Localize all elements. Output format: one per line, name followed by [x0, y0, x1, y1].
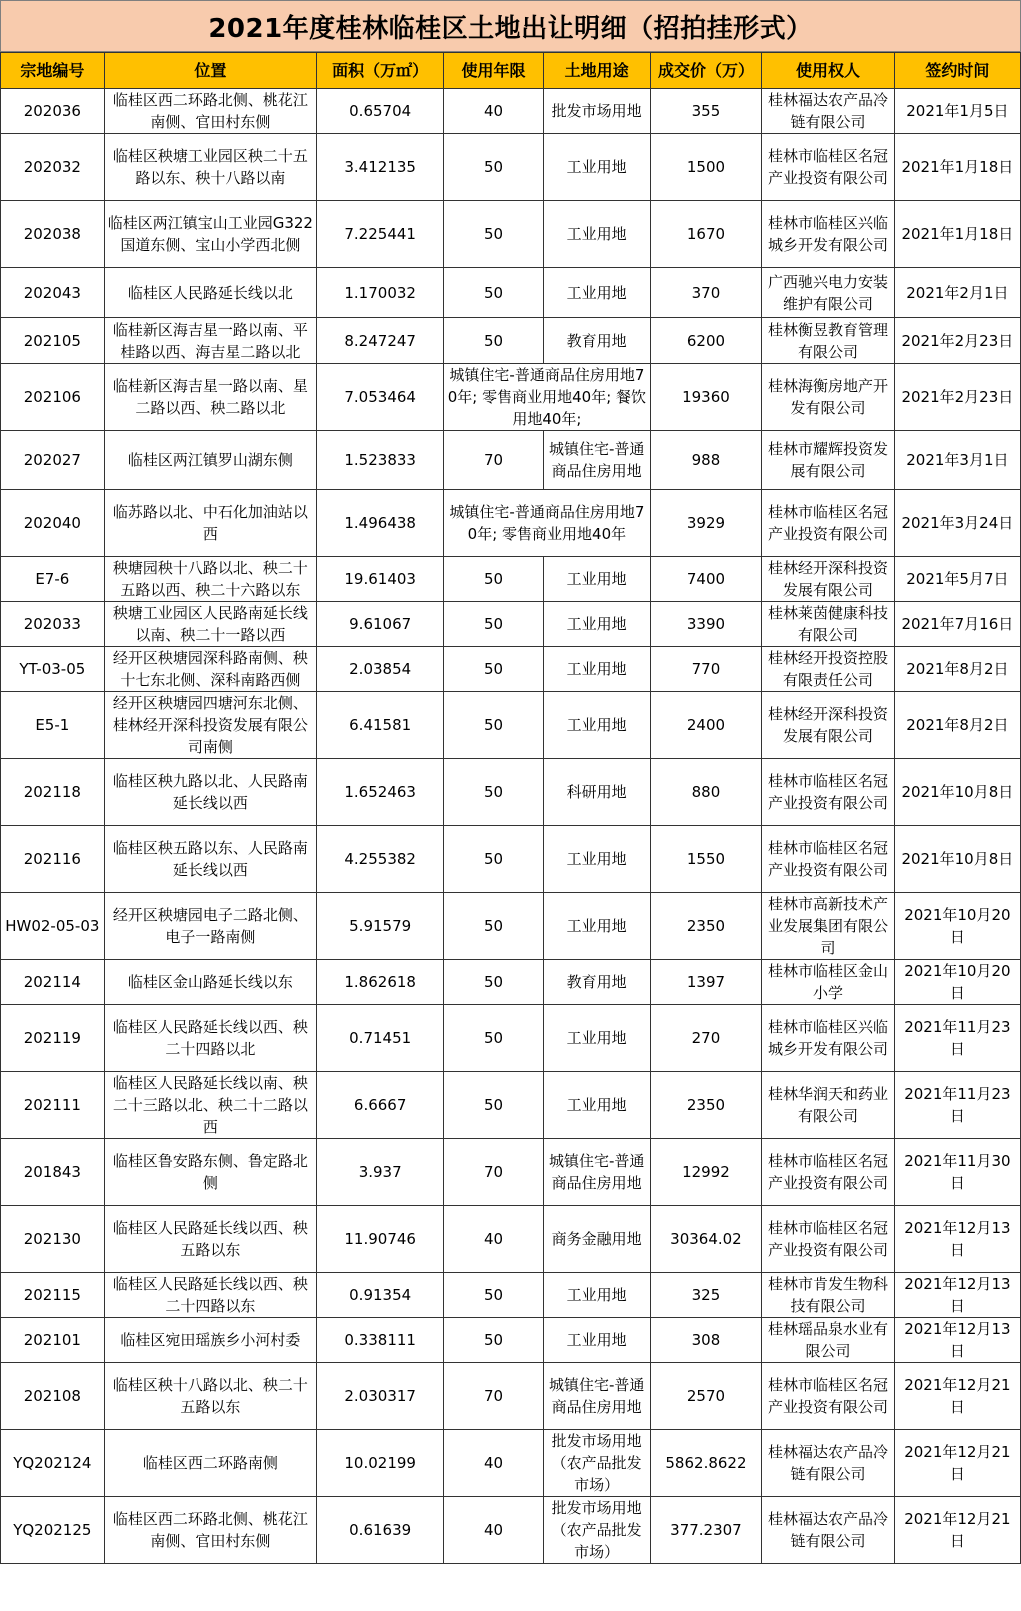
cell-id: 202040	[1, 490, 105, 557]
cell-use: 城镇住宅-普通商品住房用地70年; 零售商业用地40年; 餐饮用地40年;	[444, 364, 650, 431]
cell-years: 40	[444, 1497, 544, 1564]
cell-price: 1397	[650, 960, 762, 1005]
cell-location: 临桂区西二环路南侧	[104, 1430, 316, 1497]
cell-id: 202027	[1, 431, 105, 490]
cell-date: 2021年12月21日	[894, 1430, 1020, 1497]
cell-area: 1.862618	[317, 960, 444, 1005]
cell-area: 3.937	[317, 1139, 444, 1206]
cell-location: 经开区秧塘园四塘河东北侧、桂林经开深科投资发展有限公司南侧	[104, 692, 316, 759]
cell-location: 临桂区两江镇罗山湖东侧	[104, 431, 316, 490]
cell-location: 临桂区人民路延长线以南、秧二十三路以北、秧二十二路以西	[104, 1072, 316, 1139]
cell-date: 2021年12月13日	[894, 1318, 1020, 1363]
cell-location: 临桂区秧十八路以北、秧二十五路以东	[104, 1363, 316, 1430]
cell-price: 2350	[650, 1072, 762, 1139]
cell-date: 2021年2月1日	[894, 268, 1020, 318]
cell-use: 工业用地	[543, 602, 650, 647]
table-row	[1, 826, 1021, 893]
table-row	[1, 1430, 1021, 1497]
table-row	[1, 431, 1021, 490]
cell-owner: 桂林海衡房地产开发有限公司	[762, 364, 894, 431]
cell-id: 202036	[1, 89, 105, 134]
cell-id: 202116	[1, 826, 105, 893]
cell-price: 270	[650, 1005, 762, 1072]
table-row	[1, 364, 1021, 431]
cell-price: 2570	[650, 1363, 762, 1430]
cell-owner: 桂林莱茵健康科技有限公司	[762, 602, 894, 647]
cell-years: 50	[444, 1005, 544, 1072]
cell-owner: 桂林市临桂区名冠产业投资有限公司	[762, 1206, 894, 1273]
cell-price: 12992	[650, 1139, 762, 1206]
cell-use: 批发市场用地（农产品批发市场）	[543, 1497, 650, 1564]
cell-owner: 桂林经开深科投资发展有限公司	[762, 692, 894, 759]
cell-price: 5862.8622	[650, 1430, 762, 1497]
header-id: 宗地编号	[1, 53, 105, 89]
cell-id: YT-03-05	[1, 647, 105, 692]
cell-area: 2.03854	[317, 647, 444, 692]
cell-location: 临桂区鲁安路东侧、鲁定路北侧	[104, 1139, 316, 1206]
cell-years: 40	[444, 1206, 544, 1273]
cell-area: 4.255382	[317, 826, 444, 893]
cell-date: 2021年7月16日	[894, 602, 1020, 647]
header-price: 成交价（万）	[650, 53, 762, 89]
cell-owner: 桂林市临桂区兴临城乡开发有限公司	[762, 1005, 894, 1072]
table-row	[1, 1497, 1021, 1564]
cell-date: 2021年8月2日	[894, 647, 1020, 692]
cell-price: 2350	[650, 893, 762, 960]
cell-area: 0.65704	[317, 89, 444, 134]
cell-use: 工业用地	[543, 1273, 650, 1318]
cell-location: 秧塘工业园区人民路南延长线以南、秧二十一路以西	[104, 602, 316, 647]
cell-id: 202118	[1, 759, 105, 826]
table-row	[1, 490, 1021, 557]
cell-years: 40	[444, 89, 544, 134]
table-row	[1, 268, 1021, 318]
cell-location: 临桂区人民路延长线以北	[104, 268, 316, 318]
cell-owner: 桂林市临桂区兴临城乡开发有限公司	[762, 201, 894, 268]
cell-owner: 桂林市临桂区名冠产业投资有限公司	[762, 826, 894, 893]
cell-price: 1670	[650, 201, 762, 268]
cell-id: 202105	[1, 318, 105, 364]
cell-area: 0.71451	[317, 1005, 444, 1072]
cell-years: 40	[444, 1430, 544, 1497]
cell-price: 30364.02	[650, 1206, 762, 1273]
cell-owner: 桂林经开投资控股有限责任公司	[762, 647, 894, 692]
cell-use: 城镇住宅-普通商品住房用地	[543, 431, 650, 490]
cell-owner: 桂林经开深科投资发展有限公司	[762, 557, 894, 602]
cell-owner: 桂林市肯发生物科技有限公司	[762, 1273, 894, 1318]
table-row	[1, 89, 1021, 134]
cell-owner: 桂林瑶品泉水业有限公司	[762, 1318, 894, 1363]
cell-id: E5-1	[1, 692, 105, 759]
cell-use: 工业用地	[543, 557, 650, 602]
header-date: 签约时间	[894, 53, 1020, 89]
cell-area: 1.496438	[317, 490, 444, 557]
table-row	[1, 692, 1021, 759]
cell-area: 19.61403	[317, 557, 444, 602]
cell-price: 7400	[650, 557, 762, 602]
cell-date: 2021年11月30日	[894, 1139, 1020, 1206]
cell-years: 50	[444, 201, 544, 268]
cell-area: 2.030317	[317, 1363, 444, 1430]
table-row	[1, 1273, 1021, 1318]
cell-date: 2021年12月13日	[894, 1273, 1020, 1318]
cell-owner: 桂林福达农产品冷链有限公司	[762, 89, 894, 134]
cell-location: 临桂区人民路延长线以西、秧二十四路以北	[104, 1005, 316, 1072]
cell-years: 50	[444, 1273, 544, 1318]
cell-area: 0.338111	[317, 1318, 444, 1363]
cell-price: 355	[650, 89, 762, 134]
cell-area: 1.170032	[317, 268, 444, 318]
cell-date: 2021年11月23日	[894, 1072, 1020, 1139]
cell-owner: 桂林福达农产品冷链有限公司	[762, 1497, 894, 1564]
cell-area: 11.90746	[317, 1206, 444, 1273]
cell-years: 50	[444, 826, 544, 893]
cell-location: 秧塘园秧十八路以北、秧二十五路以西、秧二十六路以东	[104, 557, 316, 602]
cell-years: 70	[444, 1363, 544, 1430]
cell-owner: 桂林市临桂区金山小学	[762, 960, 894, 1005]
cell-date: 2021年1月18日	[894, 134, 1020, 201]
cell-location: 临桂新区海吉星一路以南、星二路以西、秧二路以北	[104, 364, 316, 431]
cell-years: 50	[444, 1072, 544, 1139]
cell-use: 工业用地	[543, 201, 650, 268]
table-row	[1, 1005, 1021, 1072]
cell-id: 202130	[1, 1206, 105, 1273]
table-row	[1, 647, 1021, 692]
table-row	[1, 318, 1021, 364]
table-row	[1, 1318, 1021, 1363]
cell-location: 临桂区宛田瑶族乡小河村委	[104, 1318, 316, 1363]
cell-area: 0.61639	[317, 1497, 444, 1564]
cell-use: 城镇住宅-普通商品住房用地	[543, 1363, 650, 1430]
cell-location: 临桂新区海吉星一路以南、平桂路以西、海吉星二路以北	[104, 318, 316, 364]
cell-use: 工业用地	[543, 647, 650, 692]
cell-date: 2021年2月23日	[894, 364, 1020, 431]
cell-area: 8.247247	[317, 318, 444, 364]
cell-id: YQ202124	[1, 1430, 105, 1497]
cell-price: 325	[650, 1273, 762, 1318]
cell-owner: 桂林市临桂区名冠产业投资有限公司	[762, 1363, 894, 1430]
cell-area: 7.053464	[317, 364, 444, 431]
cell-owner: 桂林市临桂区名冠产业投资有限公司	[762, 759, 894, 826]
cell-years: 50	[444, 557, 544, 602]
cell-id: 202114	[1, 960, 105, 1005]
cell-location: 临桂区人民路延长线以西、秧五路以东	[104, 1206, 316, 1273]
table-row	[1, 1363, 1021, 1430]
cell-id: 202032	[1, 134, 105, 201]
cell-date: 2021年1月18日	[894, 201, 1020, 268]
cell-use: 工业用地	[543, 893, 650, 960]
cell-location: 临桂区两江镇宝山工业园G322国道东侧、宝山小学西北侧	[104, 201, 316, 268]
cell-location: 临桂区西二环路北侧、桃花江南侧、官田村东侧	[104, 1497, 316, 1564]
cell-id: 202038	[1, 201, 105, 268]
land-transfer-table	[0, 52, 1021, 1564]
cell-use: 工业用地	[543, 268, 650, 318]
cell-date: 2021年8月2日	[894, 692, 1020, 759]
cell-location: 经开区秧塘园深科路南侧、秧十七东北侧、深科南路西侧	[104, 647, 316, 692]
cell-owner: 广西驰兴电力安装维护有限公司	[762, 268, 894, 318]
cell-area: 7.225441	[317, 201, 444, 268]
header-use: 土地用途	[543, 53, 650, 89]
cell-area: 9.61067	[317, 602, 444, 647]
cell-years: 50	[444, 602, 544, 647]
cell-use: 工业用地	[543, 1005, 650, 1072]
cell-location: 临桂区秧五路以东、人民路南延长线以西	[104, 826, 316, 893]
header-area: 面积（万㎡）	[317, 53, 444, 89]
header-location: 位置	[104, 53, 316, 89]
cell-date: 2021年1月5日	[894, 89, 1020, 134]
cell-use: 城镇住宅-普通商品住房用地	[543, 1139, 650, 1206]
table-row	[1, 1206, 1021, 1273]
cell-price: 1500	[650, 134, 762, 201]
cell-id: YQ202125	[1, 1497, 105, 1564]
cell-id: 202101	[1, 1318, 105, 1363]
cell-owner: 桂林市耀辉投资发展有限公司	[762, 431, 894, 490]
cell-owner: 桂林市临桂区名冠产业投资有限公司	[762, 1139, 894, 1206]
cell-id: 202115	[1, 1273, 105, 1318]
table-row	[1, 201, 1021, 268]
cell-id: 202043	[1, 268, 105, 318]
cell-use: 城镇住宅-普通商品住房用地70年; 零售商业用地40年	[444, 490, 650, 557]
header-owner: 使用权人	[762, 53, 894, 89]
cell-price: 3929	[650, 490, 762, 557]
cell-years: 50	[444, 692, 544, 759]
cell-years: 50	[444, 1318, 544, 1363]
table-row	[1, 557, 1021, 602]
cell-price: 308	[650, 1318, 762, 1363]
cell-location: 临桂区西二环路北侧、桃花江南侧、官田村东侧	[104, 89, 316, 134]
cell-years: 50	[444, 893, 544, 960]
cell-use: 教育用地	[543, 318, 650, 364]
cell-price: 880	[650, 759, 762, 826]
cell-use: 工业用地	[543, 134, 650, 201]
table-row	[1, 602, 1021, 647]
cell-use: 科研用地	[543, 759, 650, 826]
cell-area: 6.6667	[317, 1072, 444, 1139]
table-row	[1, 1139, 1021, 1206]
cell-id: E7-6	[1, 557, 105, 602]
cell-date: 2021年10月8日	[894, 759, 1020, 826]
cell-area: 5.91579	[317, 893, 444, 960]
cell-date: 2021年3月24日	[894, 490, 1020, 557]
cell-price: 770	[650, 647, 762, 692]
cell-area: 3.412135	[317, 134, 444, 201]
cell-id: 202108	[1, 1363, 105, 1430]
cell-location: 临桂区金山路延长线以东	[104, 960, 316, 1005]
cell-date: 2021年12月13日	[894, 1206, 1020, 1273]
table-row	[1, 893, 1021, 960]
cell-years: 70	[444, 1139, 544, 1206]
cell-location: 经开区秧塘园电子二路北侧、电子一路南侧	[104, 893, 316, 960]
cell-price: 6200	[650, 318, 762, 364]
cell-years: 50	[444, 318, 544, 364]
cell-use: 工业用地	[543, 692, 650, 759]
cell-years: 70	[444, 431, 544, 490]
table-row	[1, 960, 1021, 1005]
cell-use: 工业用地	[543, 1318, 650, 1363]
cell-location: 临桂区秧塘工业园区秧二十五路以东、秧十八路以南	[104, 134, 316, 201]
cell-id: 202111	[1, 1072, 105, 1139]
table-row	[1, 1072, 1021, 1139]
cell-id: 201843	[1, 1139, 105, 1206]
cell-area: 10.02199	[317, 1430, 444, 1497]
cell-price: 1550	[650, 826, 762, 893]
cell-date: 2021年11月23日	[894, 1005, 1020, 1072]
cell-date: 2021年10月8日	[894, 826, 1020, 893]
cell-date: 2021年5月7日	[894, 557, 1020, 602]
cell-years: 50	[444, 759, 544, 826]
cell-years: 50	[444, 268, 544, 318]
cell-owner: 桂林华润天和药业有限公司	[762, 1072, 894, 1139]
cell-date: 2021年12月21日	[894, 1363, 1020, 1430]
cell-area: 1.652463	[317, 759, 444, 826]
cell-price: 370	[650, 268, 762, 318]
header-years: 使用年限	[444, 53, 544, 89]
cell-years: 50	[444, 134, 544, 201]
cell-price: 2400	[650, 692, 762, 759]
cell-area: 0.91354	[317, 1273, 444, 1318]
cell-date: 2021年10月20日	[894, 893, 1020, 960]
cell-years: 50	[444, 647, 544, 692]
cell-area: 6.41581	[317, 692, 444, 759]
cell-owner: 桂林福达农产品冷链有限公司	[762, 1430, 894, 1497]
table-title: 2021年度桂林临桂区土地出让明细（招拍挂形式）	[0, 0, 1021, 52]
cell-use: 批发市场用地（农产品批发市场）	[543, 1430, 650, 1497]
cell-id: HW02-05-03	[1, 893, 105, 960]
cell-use: 工业用地	[543, 1072, 650, 1139]
cell-location: 临苏路以北、中石化加油站以西	[104, 490, 316, 557]
cell-location: 临桂区人民路延长线以西、秧二十四路以东	[104, 1273, 316, 1318]
cell-price: 377.2307	[650, 1497, 762, 1564]
table-row	[1, 134, 1021, 201]
cell-location: 临桂区秧九路以北、人民路南延长线以西	[104, 759, 316, 826]
cell-owner: 桂林市临桂区名冠产业投资有限公司	[762, 134, 894, 201]
cell-id: 202106	[1, 364, 105, 431]
cell-years: 50	[444, 960, 544, 1005]
cell-use: 工业用地	[543, 826, 650, 893]
cell-id: 202119	[1, 1005, 105, 1072]
table-body	[1, 89, 1021, 1564]
cell-date: 2021年12月21日	[894, 1497, 1020, 1564]
cell-price: 3390	[650, 602, 762, 647]
cell-use: 教育用地	[543, 960, 650, 1005]
cell-price: 988	[650, 431, 762, 490]
table-row	[1, 759, 1021, 826]
cell-use: 批发市场用地	[543, 89, 650, 134]
cell-owner: 桂林市高新技术产业发展集团有限公司	[762, 893, 894, 960]
cell-date: 2021年2月23日	[894, 318, 1020, 364]
cell-date: 2021年10月20日	[894, 960, 1020, 1005]
cell-area: 1.523833	[317, 431, 444, 490]
cell-price: 19360	[650, 364, 762, 431]
cell-owner: 桂林市临桂区名冠产业投资有限公司	[762, 490, 894, 557]
cell-id: 202033	[1, 602, 105, 647]
cell-owner: 桂林衡昱教育管理有限公司	[762, 318, 894, 364]
cell-use: 商务金融用地	[543, 1206, 650, 1273]
header-row	[1, 53, 1021, 89]
cell-date: 2021年3月1日	[894, 431, 1020, 490]
